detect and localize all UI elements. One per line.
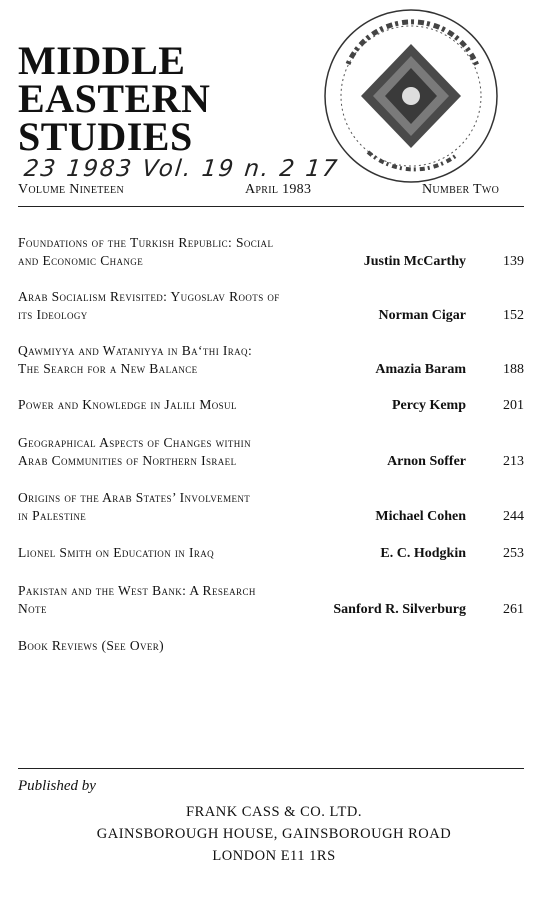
contents-entry: [18, 544, 526, 562]
article-title-line: Qawmiyya and Wataniyya in Ba‘thi Iraq:: [18, 343, 253, 358]
issue-number: Number Two: [422, 182, 500, 197]
article-title-line: in Palestine: [18, 508, 87, 523]
footer-divider: [18, 768, 524, 769]
journal-title-line: STUDIES: [18, 114, 193, 159]
article-page: 188: [503, 362, 524, 377]
contents-entry: [18, 434, 526, 470]
article-title-line: Geographical Aspects of Changes within: [18, 435, 251, 450]
article-title: [18, 234, 378, 270]
article-title: [18, 434, 378, 470]
contents-entry: [18, 582, 526, 618]
article-page: 139: [503, 254, 524, 269]
article-title-line: Note: [18, 601, 47, 616]
journal-title-line: EASTERN: [18, 76, 211, 121]
publisher-address-line: LONDON E11 1RS: [212, 848, 336, 864]
article-author: Arnon Soffer: [387, 454, 466, 469]
article-page: 244: [503, 509, 524, 524]
contents-entry: [18, 234, 526, 270]
article-title-line: Origins of the Arab States’ Involvement: [18, 490, 251, 505]
journal-title: [18, 38, 211, 159]
book-reviews-note: Book Reviews (See Over): [18, 638, 165, 653]
contents-entry: [18, 396, 526, 414]
article-author: Sanford R. Silverburg: [333, 602, 466, 617]
article-title-line: Power and Knowledge in Jalili Mosul: [18, 397, 237, 412]
article-author: Percy Kemp: [392, 398, 466, 413]
article-title-line: Arab Socialism Revisited: Yugoslav Roots of: [18, 289, 280, 304]
issue-volume: Volume Nineteen: [18, 182, 124, 197]
article-title-line: Foundations of the Turkish Republic: Social: [18, 235, 274, 250]
article-author: E. C. Hodgkin: [380, 546, 466, 561]
article-title: [18, 396, 378, 414]
contents-entry: [18, 342, 526, 378]
article-title: [18, 342, 378, 378]
contents-entry: [18, 288, 526, 324]
article-page: 253: [503, 546, 524, 561]
article-page: 213: [503, 454, 524, 469]
publisher-address-line: GAINSBOROUGH HOUSE, GAINSBOROUGH ROAD: [96, 826, 452, 842]
article-title-line: and Economic Change: [18, 253, 144, 268]
handwritten-note: 23 1983 Vol. 19 n. 2 17: [22, 156, 341, 182]
article-title: [18, 544, 378, 562]
article-title-line: its Ideology: [18, 307, 88, 322]
article-title: [18, 288, 378, 324]
publisher-name: FRANK CASS & CO. LTD.: [186, 804, 362, 820]
article-page: 201: [503, 398, 524, 413]
article-page: 152: [503, 308, 524, 323]
article-title-line: Arab Communities of Northern Israel: [18, 453, 237, 468]
article-title: [18, 489, 378, 525]
article-author: Amazia Baram: [375, 362, 466, 377]
journal-title-line: MIDDLE: [18, 38, 186, 83]
issue-date: April 1983: [245, 182, 312, 197]
article-title-line: Pakistan and the West Bank: A Research: [18, 583, 256, 598]
article-author: Michael Cohen: [375, 509, 466, 524]
article-title: [18, 582, 378, 618]
header-divider: [18, 206, 524, 207]
article-author: Justin McCarthy: [363, 254, 466, 269]
published-by-label: Published by: [18, 778, 96, 794]
article-title-line: The Search for a New Balance: [18, 361, 198, 376]
article-page: 261: [503, 602, 524, 617]
article-title-line: Lionel Smith on Education in Iraq: [18, 545, 215, 560]
contents-entry: [18, 489, 526, 525]
article-author: Norman Cigar: [378, 308, 466, 323]
